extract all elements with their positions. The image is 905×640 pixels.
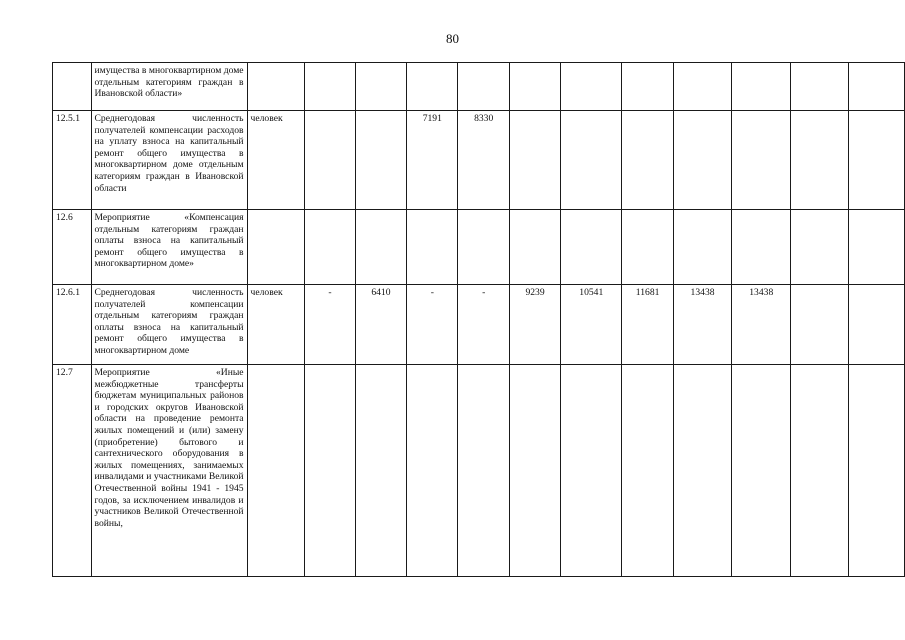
unit-of-measure — [247, 63, 305, 111]
value-cell: - — [407, 285, 458, 365]
row-number: 12.6 — [53, 210, 92, 285]
indicator-name: Мероприятие «Компенсация отдельным категориям граждан оплаты взноса на капитальный ремонт общего имущества в многоквартирном доме» — [91, 210, 247, 285]
value-cell: 6410 — [355, 285, 406, 365]
value-cell — [355, 63, 406, 111]
value-cell — [673, 210, 731, 285]
indicator-name: имущества в многоквартирном доме отдельным категориям граждан в Ивановской области» — [91, 63, 247, 111]
value-cell — [407, 63, 458, 111]
value-cell — [407, 365, 458, 577]
value-cell — [673, 111, 731, 210]
value-cell: 13438 — [673, 285, 731, 365]
value-cell — [791, 285, 849, 365]
value-cell — [673, 365, 731, 577]
value-cell — [509, 63, 560, 111]
row-number — [53, 63, 92, 111]
unit-of-measure — [247, 365, 305, 577]
value-cell — [458, 210, 509, 285]
value-cell — [849, 285, 905, 365]
value-cell — [458, 63, 509, 111]
value-cell: - — [305, 285, 355, 365]
value-cell — [509, 111, 560, 210]
value-cell — [849, 111, 905, 210]
indicator-name: Среднегодовая численность получателей компенсации отдельным категориям граждан оплаты взноса на капитальный ремонт общего имущества в многоквартирном доме — [91, 285, 247, 365]
value-cell: 7191 — [407, 111, 458, 210]
value-cell: 9239 — [509, 285, 560, 365]
value-cell — [561, 210, 622, 285]
value-cell — [355, 111, 406, 210]
value-cell — [673, 63, 731, 111]
value-cell — [622, 365, 674, 577]
value-cell — [305, 63, 355, 111]
value-cell — [849, 210, 905, 285]
table-body — [53, 63, 905, 577]
value-cell — [407, 210, 458, 285]
value-cell — [732, 365, 791, 577]
value-cell — [732, 111, 791, 210]
page-number: 80 — [446, 31, 459, 46]
value-cell — [509, 210, 560, 285]
value-cell — [355, 210, 406, 285]
value-cell — [305, 365, 355, 577]
value-cell — [561, 365, 622, 577]
value-cell — [791, 63, 849, 111]
table-row — [53, 365, 905, 577]
value-cell — [561, 111, 622, 210]
value-cell — [458, 365, 509, 577]
table-row — [53, 111, 905, 210]
value-cell — [622, 111, 674, 210]
value-cell — [791, 210, 849, 285]
table-row — [53, 63, 905, 111]
value-cell — [622, 63, 674, 111]
value-cell — [732, 63, 791, 111]
indicator-name: Среднегодовая численность получателей компенсации расходов на уплату взноса на капитальный ремонт общего имущества в многоквартирном доме отдельным категориям граждан в Ивановской области — [91, 111, 247, 210]
value-cell — [561, 63, 622, 111]
value-cell — [305, 210, 355, 285]
value-cell: 8330 — [458, 111, 509, 210]
table-row — [53, 285, 905, 365]
value-cell — [791, 111, 849, 210]
unit-of-measure: человек — [247, 285, 305, 365]
value-cell: 11681 — [622, 285, 674, 365]
value-cell — [305, 111, 355, 210]
row-number: 12.5.1 — [53, 111, 92, 210]
value-cell — [509, 365, 560, 577]
indicator-name: Мероприятие «Иные межбюджетные трансферты бюджетам муниципальных районов и городских округов Ивановской области на проведение ремонта жилых помещений и (или) замену (приобретение) бытового и сантехнического оборудования в жилых помещениях, занимаемых инвалидами и участниками Великой Отечественной войны 1941 - 1945 годов, за исключением инвалидов и участников Великой Отечественной войны, — [91, 365, 247, 577]
unit-of-measure — [247, 210, 305, 285]
value-cell — [849, 63, 905, 111]
table-row — [53, 210, 905, 285]
value-cell: 10541 — [561, 285, 622, 365]
value-cell — [849, 365, 905, 577]
value-cell: 13438 — [732, 285, 791, 365]
value-cell: - — [458, 285, 509, 365]
value-cell — [355, 365, 406, 577]
unit-of-measure: человек — [247, 111, 305, 210]
value-cell — [791, 365, 849, 577]
value-cell — [732, 210, 791, 285]
row-number: 12.7 — [53, 365, 92, 577]
row-number: 12.6.1 — [53, 285, 92, 365]
value-cell — [622, 210, 674, 285]
indicator-table — [52, 62, 905, 577]
